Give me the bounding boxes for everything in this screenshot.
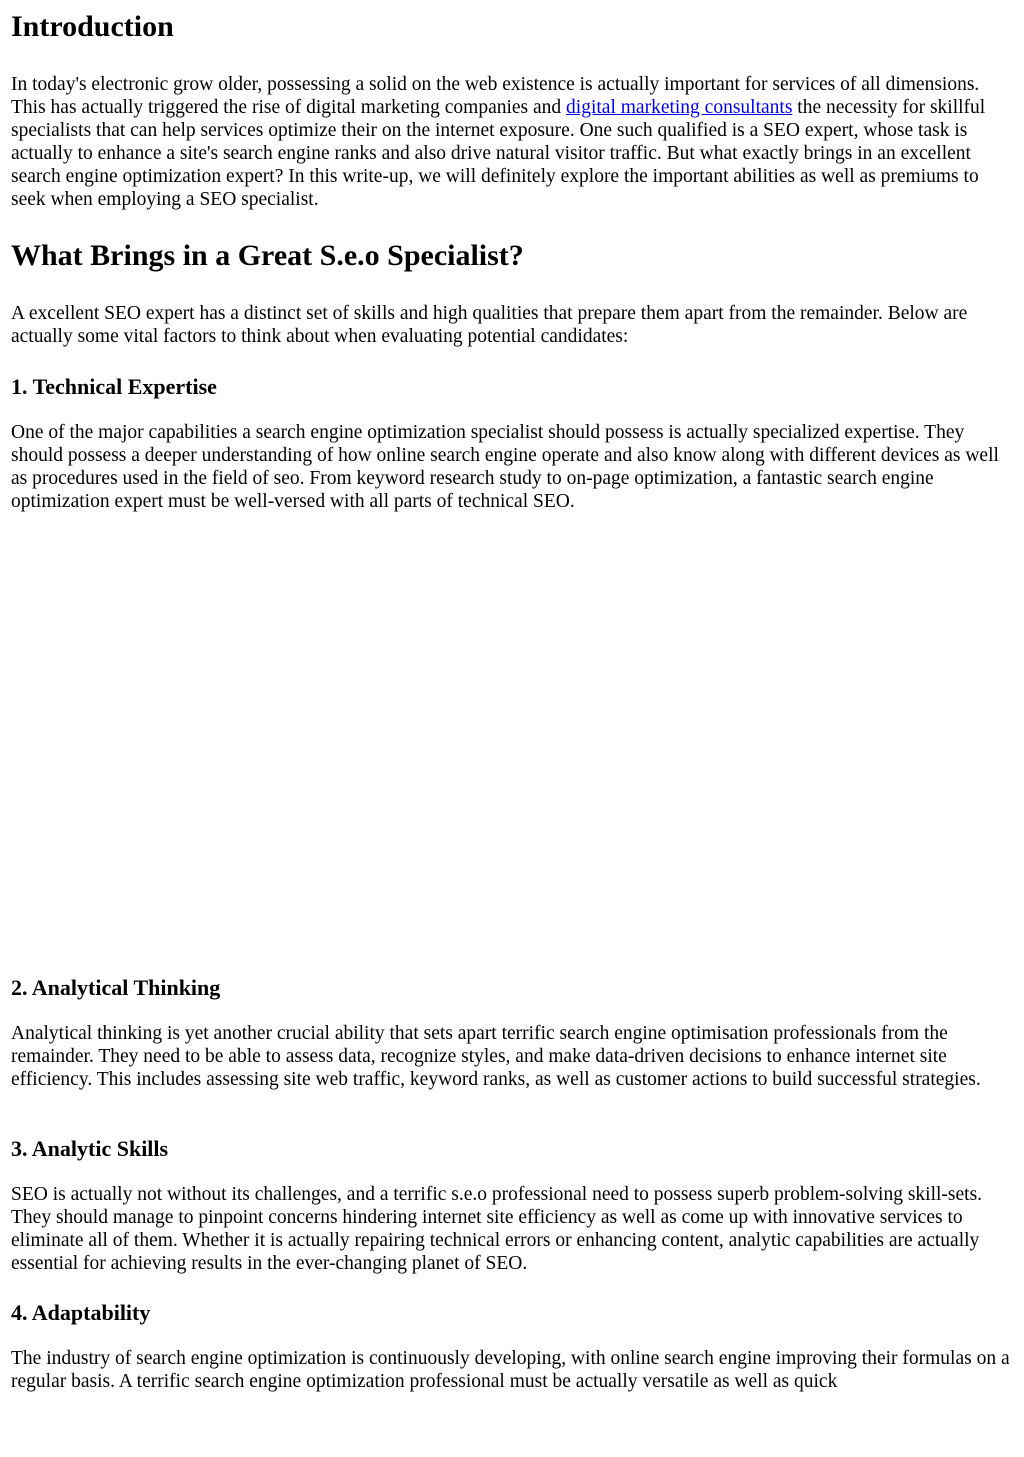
great-specialist-paragraph: A excellent SEO expert has a distinct set of skills and high qualities that prepare them apart from the remainder. Below are actually some vital factors to think about when evaluating potential candidates:: [11, 303, 968, 347]
intro-text-before-link: In today's electronic grow older, possessing a solid on the web existence is actually important for services of all dimensions. This has actually triggered the rise of digital marketing companies and: [11, 74, 980, 118]
intro-paragraph: [11, 73, 1014, 211]
adaptability-heading: 4. Adaptability: [11, 1300, 151, 1325]
technical-expertise-paragraph: One of the major capabilities a search engine optimization specialist should possess is actually specialized expertise. They should possess a deeper understanding of how online search engine operate and also know along with different devices as well as procedures used in the field of seo. From keyword research study to on-page optimization, a fantastic search engine optimization expert must be well-versed with all parts of technical SEO.: [11, 422, 999, 512]
digital-marketing-consultants-link[interactable]: digital marketing consultants: [566, 97, 793, 118]
analytic-skills-heading: 3. Analytic Skills: [11, 1136, 169, 1161]
technical-expertise-heading: 1. Technical Expertise: [11, 374, 217, 399]
analytical-thinking-heading: 2. Analytical Thinking: [11, 975, 221, 1000]
intro-heading: Introduction: [11, 10, 174, 43]
great-specialist-heading: What Brings in a Great S.e.o Specialist?: [11, 239, 524, 272]
adaptability-paragraph: The industry of search engine optimization is continuously developing, with online search engine improving their formulas on a regular basis. A terrific search engine optimization professional must be actually versatile as well as quick: [11, 1348, 1010, 1392]
analytic-skills-paragraph: SEO is actually not without its challenges, and a terrific s.e.o professional need to possess superb problem-solving skill-sets. They should manage to pinpoint concerns hindering internet site efficiency as well as come up with innovative services to eliminate all of them. Whether it is actually repairing technical errors or enhancing content, analytic capabilities are actually essential for achieving results in the ever-changing planet of SEO.: [11, 1184, 983, 1274]
analytical-thinking-paragraph: Analytical thinking is yet another crucial ability that sets apart terrific search engine optimisation professionals from the remainder. They need to be able to assess data, recognize styles, and make data-driven decisions to enhance internet site efficiency. This includes assessing site web traffic, keyword ranks, as well as customer actions to build successful strategies.: [11, 1023, 981, 1090]
article: [0, 9, 1024, 1393]
intro-text-after-link: the necessity for skillful specialists that can help services optimize their on the internet exposure. One such qualified is a SEO expert, whose task is actually to enhance a site's search engine ranks and also drive natural visitor traffic. But what exactly brings in an excellent search engine optimization expert? In this write-up, we will definitely explore the important abilities as well as premiums to seek when employing a SEO specialist.: [11, 97, 986, 210]
